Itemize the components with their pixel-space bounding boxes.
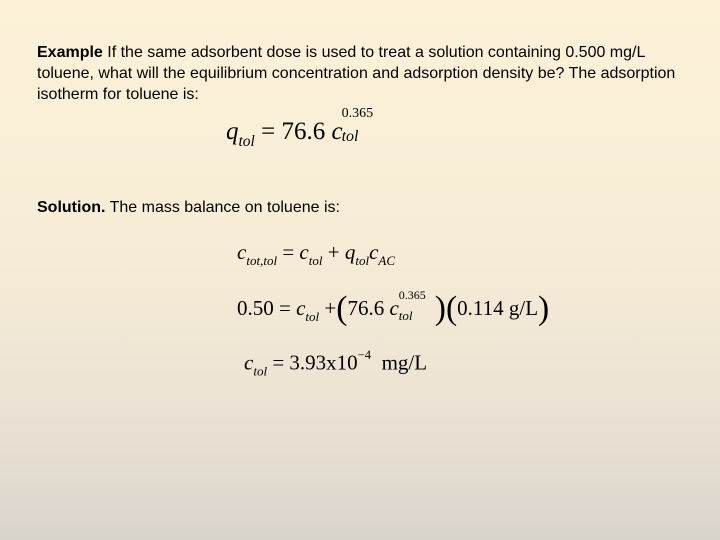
example-paragraph [37,42,697,105]
isotherm-exponent: 0.365 [341,106,374,121]
eq2-right-paren-2: ) [538,290,550,328]
eq3-equals: = [272,350,285,375]
eq2-left-paren-2: ( [445,290,458,328]
isotherm-equation [226,106,383,151]
example-text: If the same adsorbent dose is used to treat a solution containing 0.500 mg/L toluene, what will the equilibrium concentration and adsorption density be? The adsorption isotherm for toluene is: [37,44,676,103]
eq2-c-subscript: tol [305,308,320,324]
eq2-c2: c [389,296,399,320]
eq1-c0-subscript: tot,tol [246,252,278,268]
eq1-cac: c [369,240,379,264]
eq2-c2-subscript: tol [398,308,413,323]
eq3-exponent: −4 [357,348,372,362]
eq1-c: c [299,240,309,264]
isotherm-c-subscript: tol [341,128,359,145]
eq1-plus: + [327,240,340,264]
isotherm-q-subscript: tol [238,132,255,150]
eq2-lhs: 0.50 [237,296,274,320]
isotherm-c: c [331,118,343,145]
eq2-c: c [296,296,306,320]
isotherm-equals: = [261,118,276,145]
eq1-c-subscript: tol [308,252,323,268]
isotherm-q: q [226,118,239,145]
eq1-c0: c [237,240,247,264]
eq3-mantissa: 3.93x10 [289,350,358,375]
mass-balance-equation [237,240,395,269]
eq2-plus: + [324,296,337,320]
solution-paragraph [37,197,340,218]
eq3-c: c [244,350,254,375]
eq2-coefficient: 76.6 [347,296,385,320]
isotherm-coefficient: 76.6 [281,118,326,145]
eq1-q-subscript: tol [355,252,370,268]
eq1-cac-subscript: AC [378,252,396,268]
substituted-equation [237,288,550,328]
eq2-equals: = [279,296,291,320]
eq3-unit: mg/L [381,350,428,375]
eq2-dose: 0.114 g/L [457,296,539,320]
eq2-right-paren-1: ) [434,290,446,328]
eq1-equals: = [282,240,295,264]
solution-text: The mass balance on toluene is: [105,199,340,216]
result-equation [244,348,427,380]
eq2-exponent: 0.365 [398,288,426,302]
eq1-q: q [344,240,356,264]
eq3-c-subscript: tol [253,363,268,379]
eq2-left-paren-1: ( [336,290,348,328]
example-heading: Example [37,44,103,61]
solution-heading: Solution. [37,199,106,216]
